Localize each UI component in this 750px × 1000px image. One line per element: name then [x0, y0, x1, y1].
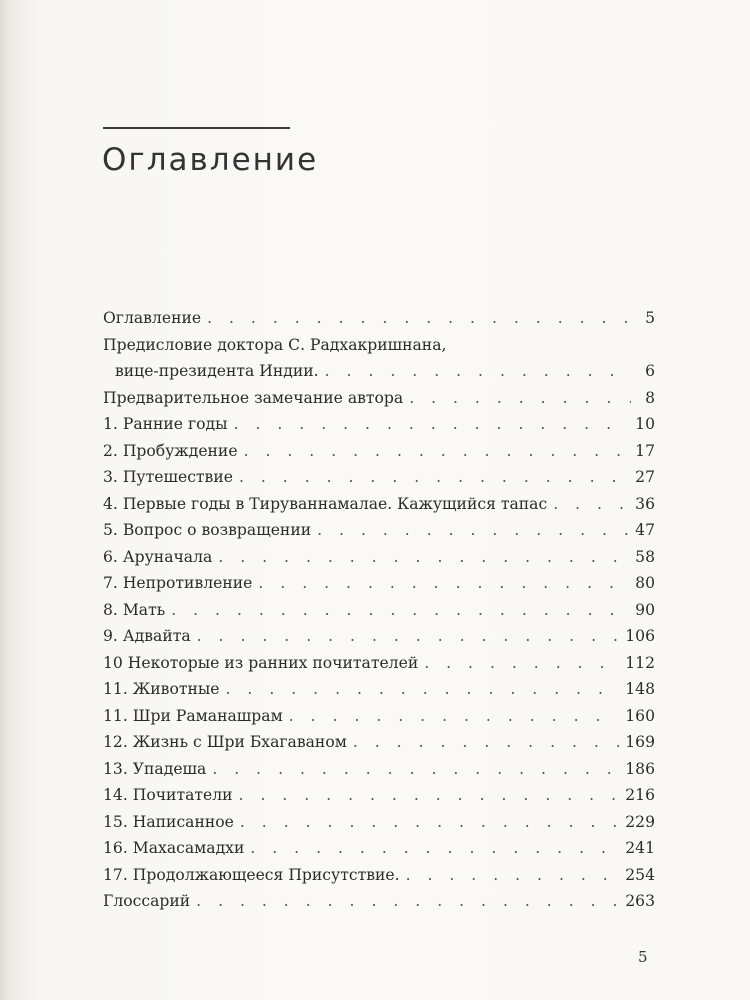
dot-leader — [244, 438, 630, 465]
toc-entry-title: 7. Непротивление — [103, 574, 253, 592]
toc-entry-page: 17 — [635, 441, 655, 460]
toc-entry-title: 11. Животные — [103, 680, 220, 698]
dot-leader — [317, 517, 629, 544]
toc-entry-title: 11. Шри Раманашрам — [103, 706, 283, 725]
toc-entry-title: 1. Ранние годы — [103, 415, 228, 433]
dot-leader — [424, 650, 619, 677]
table-of-contents — [103, 305, 655, 915]
toc-entry-page: 263 — [625, 892, 655, 910]
toc-entry-title: 14. Почитатели — [103, 786, 233, 804]
toc-entry-page: 229 — [625, 812, 655, 831]
toc-entry-title: Оглавление — [103, 309, 202, 327]
toc-entry — [103, 703, 655, 730]
dot-leader — [234, 411, 630, 438]
dot-leader — [196, 888, 619, 915]
toc-entry — [103, 650, 655, 677]
toc-entry-page: 5 — [645, 309, 655, 327]
toc-entry — [103, 623, 655, 650]
toc-entry-title: 6. Аруначала — [103, 547, 213, 566]
dot-leader — [218, 544, 629, 571]
toc-entry — [103, 809, 655, 836]
toc-entry — [103, 862, 655, 889]
toc-entry — [103, 729, 655, 756]
dot-leader — [239, 782, 620, 809]
toc-entry — [103, 570, 655, 597]
toc-entry-page: 8 — [645, 388, 655, 407]
toc-entry — [103, 782, 655, 809]
toc-entry-page: 254 — [625, 865, 655, 884]
page-title: Оглавление — [102, 142, 319, 178]
heading-rule — [103, 127, 290, 129]
toc-entry-page: 10 — [635, 415, 655, 433]
dot-leader — [207, 305, 631, 332]
dot-leader — [239, 464, 629, 491]
dot-leader — [212, 756, 619, 783]
toc-entry-page: 241 — [625, 839, 655, 857]
dot-leader — [171, 597, 629, 624]
toc-entry-page: 90 — [635, 600, 655, 619]
dot-leader — [406, 862, 620, 889]
toc-entry-title: 3. Путешествие — [103, 468, 233, 486]
toc-entry-page: 169 — [625, 733, 655, 751]
toc-entry — [103, 835, 655, 862]
toc-entry-page: 36 — [635, 494, 655, 513]
toc-entry-page: 27 — [635, 468, 655, 486]
toc-entry-title: Предварительное замечание автора — [103, 388, 404, 407]
toc-entry-title: Предисловие доктора С. Радхакришнана, — [103, 335, 447, 354]
toc-entry — [103, 888, 655, 915]
toc-entry-title: 12. Жизнь с Шри Бхагаваном — [103, 733, 347, 751]
toc-entry-title: 8. Мать — [103, 600, 166, 619]
toc-entry — [103, 464, 655, 491]
dot-leader — [325, 358, 631, 385]
toc-entry — [103, 438, 655, 465]
page-number: 5 — [638, 948, 648, 966]
dot-leader — [353, 729, 619, 756]
toc-entry-title: 2. Пробуждение — [103, 441, 238, 460]
dot-leader — [197, 623, 620, 650]
dot-leader — [553, 491, 629, 518]
toc-entry-title: 5. Вопрос о возвращении — [103, 521, 312, 539]
toc-entry-page: 47 — [635, 521, 655, 539]
toc-entry-title: 4. Первые годы в Тируваннамалае. Кажущийся тапас — [103, 494, 548, 513]
toc-entry-page: 112 — [625, 653, 655, 672]
toc-entry — [103, 305, 655, 332]
toc-entry-title: 15. Написанное — [103, 812, 234, 831]
toc-entry — [103, 332, 655, 385]
toc-entry — [103, 491, 655, 518]
toc-entry-page: 160 — [625, 706, 655, 725]
dot-leader — [258, 570, 629, 597]
toc-entry-title: 13. Упадеша — [103, 759, 207, 778]
toc-entry-page: 80 — [635, 574, 655, 592]
toc-entry-page: 186 — [625, 759, 655, 778]
toc-entry — [103, 517, 655, 544]
toc-entry-page: 58 — [635, 547, 655, 566]
toc-entry — [103, 411, 655, 438]
dot-leader — [250, 835, 619, 862]
toc-entry-page: 106 — [625, 627, 655, 645]
toc-entry-title: 16. Махасамадхи — [103, 839, 245, 857]
toc-entry — [103, 544, 655, 571]
toc-entry — [103, 597, 655, 624]
dot-leader — [409, 385, 631, 412]
toc-entry — [103, 756, 655, 783]
toc-entry-title: Глоссарий — [103, 892, 191, 910]
dot-leader — [240, 809, 619, 836]
toc-entry-page: 6 — [645, 362, 655, 380]
dot-leader — [226, 676, 620, 703]
toc-entry-title: 10 Некоторые из ранних почитателей — [103, 653, 419, 672]
toc-entry — [103, 385, 655, 412]
dot-leader — [289, 703, 620, 730]
toc-entry-title-continued: вице-президента Индии. — [115, 362, 319, 380]
toc-entry — [103, 676, 655, 703]
toc-entry-title: 17. Продолжающееся Присутствие. — [103, 865, 400, 884]
toc-entry-page: 148 — [625, 680, 655, 698]
toc-entry-title: 9. Адвайта — [103, 627, 191, 645]
toc-entry-page: 216 — [625, 786, 655, 804]
